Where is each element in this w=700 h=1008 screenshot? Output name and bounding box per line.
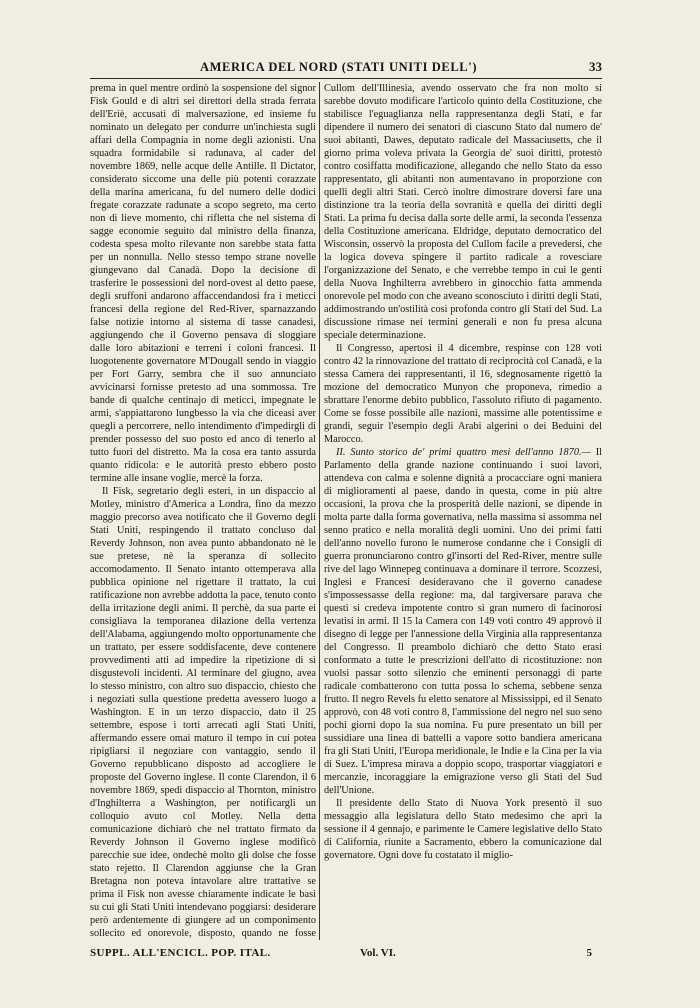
footer-publication: SUPPL. ALL'ENCICL. POP. ITAL. <box>90 947 271 959</box>
page-footer <box>90 947 602 963</box>
page-number: 33 <box>589 59 602 74</box>
section-paragraph <box>324 446 602 797</box>
section-heading: II. Sunto storico de' primi quattro mesi dell'anno 1870.— <box>336 447 591 458</box>
paragraph: prema in quel mentre ordinò la sospensione del signor Fisk Gould e di altri sei direttori della strada ferrata dell'Eriè, accusati di malversazione, ed insieme fu nominato un delegato per condurre un'inchiesta sugli affari della Compagnia in nome degli azionisti. Una squadra formidabile si radunava, al cader del novembre 1869, nelle acque delle Antille. Il Dictator, considerato siccome una delle più potenti corazzate della marina americana, fu del numero delle dodici fregate corazzate radunate a scopo segreto, ma certo non di lieve momento, chi rifletta che nel sistema di sagge economie seguito dal ministro della finanza, codesta spesa molto rilevante non sarebbe stata fatta per un nonnulla. Nello stesso tempo strane novelle giungevano dal Canadà. Dopo la decisione di trasferire le possessioni del nord-ovest al detto paese, degli sruffoni andarono affaccendandosi fra i meticci francesi della regione del Red-River, sparnazzando false notizie intorno al sistema di tasse canadesi, aggiungendo che il Governo pensava di sloggiare dalle loro abitazioni e terreni i coloni francesi. Il luogotenente governatore M'Dougall sendo in viaggio per Fort Garry, sembra che il suo annunciato avvicinarsi fornisse pretesto ad una sommossa. Tre bande di qualche centinajo di meticci, impegnate le armi, s'appiattarono lungbesso la via che diceasi aver quegli a percorrere, nello intendimento d'impedirgli di prender possesso del suo posto ed anco di tenerlo al tutto fuori del distretto. Ma la cosa era tanto assurda quanto ridicola: e le autorità presto ebbero posto termine alle insane voglie, mercè la forza. <box>90 83 316 484</box>
paragraph: Il presidente dello Stato di Nuova York presentò il suo messaggio alla legislatura dello Stato medesimo che aprì la sessione il 4 gennajo, e parimente le Camere legislative dello Stato di California, riunite a Sacramento, ebbero la comunicazione dal governatore. Ogni dove fu costatato il miglio- <box>324 798 602 861</box>
running-title: AMERICA DEL NORD (STATI UNITI DELL') <box>200 60 478 74</box>
paragraph: Il Fisk, segretario degli esteri, in un dispaccio al Motley, ministro d'America a Londra, fino da mezzo maggio precorso avea notificato che il Governo degli Stati Uniti, respingendo il trattato concluso dal Reverdy Johnson, non avea punto abbandonato nè le sue pretese, nè la speranza di sollecito accomodamento. Il Senato intanto ottemperava alla pubblica opinione nel rigettare il trattato, la cui ratificazione non avrebbe addotta la pace, tenuto conto della irritazione degli animi. Il perchè, da sua parte ei consigliava la temporanea dilazione della vertenza dell'Alabama, aggiungendo molto opportunamente che un trattato, per essere soddisfacente, deve contenere provvedimenti atti ad impedire la ripetizione di sì disgustevoli incidenti. Al terminare del giugno, avea lo stesso ministro, con altro suo dispaccio, chiesto che i negoziati sulla questione predetta avessero luogo a Washington. E in un terzo dispaccio, dato il 25 settembre, espose i torti arrecati agli Stati Uniti, affermando essere omai maturo il tempo in cui potea ripigliarsi il negoziare con vantaggio, sendo il Governo repubblicano disposto ad accogliere le proposte del Governo inglese. Il conte Clarendon, il 6 novembre 1869, spedì dispaccio al Thornton, ministro d'Inghilterra a Washington, per notificargli un colloquio avuto col Motley. Nella detta comunicazione dichiarò che nel trattato firmato da Reverdy Johnson il Governo inglese modificò parecchie sue idee, ondechè molto gli dolse che fosse stato rejetto. Il Clarendon aggiunse che la Gran Bretagna non poteva intavolare altre trattative se prima il Fisk non avesse chiaramente indicate le basi su cui gli Stati Uniti intendevano poggiarsi: desiderare però ardentemente di giungere ad un componimento sollecito ed onorevole, disposto, quando ne fosse <box>90 486 316 939</box>
running-head <box>90 58 602 79</box>
footer-signature: 5 <box>586 947 592 959</box>
paragraph: Il Congresso, apertosi il 4 dicembre, respinse con 128 voti contro 42 la rinnovazione del trattato di reciprocità col Canadà, e la stessa Camera dei rappresentanti, il 16, sdegnosamente rigettò la mozione del democratico Munyon che proponeva, rimedio a sbrattare l'enorme debito pubblico, l'assoluto rifiuto di pagamento. Come se fosse possibile alle nazioni, massime alle potentissime e grandi, seguir l'esempio degli Arabi algerini o dei Beduini del Marocco. <box>324 343 602 445</box>
column-divider <box>319 82 320 940</box>
paragraph: Cullom dell'Illinesia, avendo osservato che fra non molto si sarebbe dovuto modificare l'articolo quinto della Costituzione, che stabilisce l'eguaglianza nella rappresentanza degli Stati, e far dipendere il numero dei senatori di ciascuno Stato dal numero de' suoi abitanti, Dawes, deputato radicale del Massaciusetts, che il giorno prima voleva privata la Georgia de' suoi diritti, protestò contro cosiffatta modificazione, allegando che nello Stato da esso rappresentato, gli abitanti non aumentavano in proporzione con quelli degli altri Stati. Cercò inoltre dimostrare doversi fare una distinzione tra la teoria della sovranità e quella dei diritti degli Stati. La prima fu decisa dalla sorte delle armi, la seconda l'essenza della Costituzione americana. Eldridge, deputato democratico del Wisconsin, osservò la proposta del Cullom facile a prevedersi, che la logica doveva spingere il partito radicale a rovesciare l'organizzazione del Senato, e che verrebbe tempo in cui le genti della Nuova Inghilterra avrebbero in ginocchio fatta ammenda onorevole pel modo con che aveano sconosciuto i diritti degli Stati, addimostrando un'ostilità così profonda contro gli Stati del Sud. La discussione rimase nei termini generali e non fu presa alcuna speciale determinazione. <box>324 83 602 341</box>
right-column <box>324 82 602 940</box>
left-column <box>90 82 316 940</box>
footer-volume: Vol. VI. <box>360 947 396 959</box>
section-text: Il Parlamento della grande nazione continuando i suoi lavori, attendeva con calma e solenne dignità a procacciare ogni maniera di miglioramenti al paese, dando in questa, come in più altre occasioni, la prova che la prosperità delle nazioni, se dipende in molta parte dalla forma governativa, nella massima si assomma nel senno pratico e nella moralità degli uomini. Uno dei primi fatti dell'anno novello furono le numerose condanne che i Consigli di guerra pronunciarono contro gl'insorti del Red-River, mentre sulle rive del lago Winnepeg continuava a dominare il terrore. Scozzesi, Inglesi e Francesi desideravano che il governo canadese s'impossessasse della regione: ma, dal targiversare parava che questi si credeva impotente contro sì gran numero di facinorosi levatisi in armi. Il 15 la Camera con 149 voti contro 49 approvò il disegno di legge per l'annessione della Virginia alla rappresentanza del Congresso. Il preambolo dichiarò che detto Stato erasi conformato a tutte le prescrizioni dell'atto di ricostituzione: non vuolsi passar sotto silenzio che eminenti personaggi di parte radicale combatterono con tutta possa lo schema, sebbene senza frutto. Il negro Revels fu eletto senatore al Mississippi, ed il Senato approvò, con 48 voti contro 8, l'ammissione del negro nel suo seno pochi giorni dopo la sua nomina. Fu pure presentato un bill per sussidiare una linea di battelli a vapore sotto bandiera americana fra gli Stati Uniti, l'Europa meridionale, le Indie e la Cina per la via di Suez. L'impresa mirava a doppio scopo, trasportar viaggiatori e mercanzie, incoraggiare la emigrazione verso gli Stati del Sud dell'Unione. <box>324 447 602 796</box>
